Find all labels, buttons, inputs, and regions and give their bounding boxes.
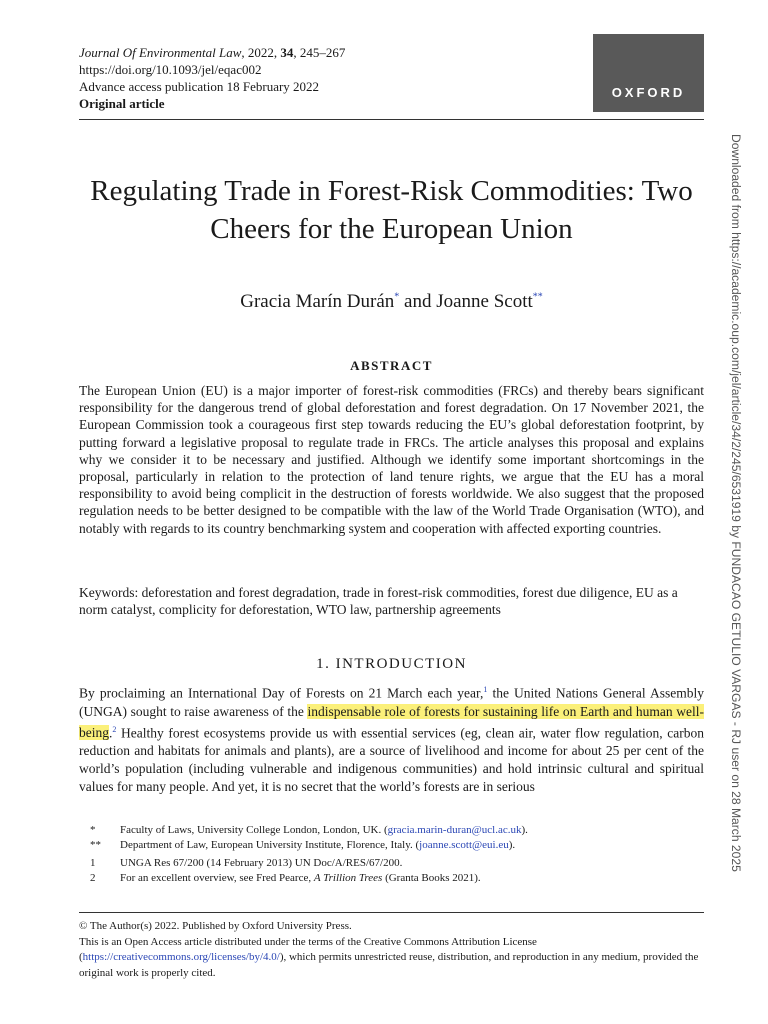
text-run: By proclaiming an International Day of Forests on 21 March each year,: [79, 685, 484, 701]
footnote: [79, 871, 704, 886]
book-title: A Trillion Trees: [313, 871, 383, 884]
author-name: Joanne Scott: [436, 291, 533, 312]
footnote-mark: 1: [90, 857, 96, 869]
text-run: .: [109, 725, 113, 740]
footnote-mark: *: [90, 824, 96, 836]
author-footnote-mark[interactable]: **: [532, 291, 543, 303]
text-run: For an excellent overview, see Fred Pearce,: [120, 871, 314, 884]
footnote-text: UNGA Res 67/200 (14 February 2013) UN Doc/A/RES/67/200.: [120, 857, 403, 869]
journal-volume: 34: [280, 45, 294, 60]
author-separator: and: [399, 291, 437, 312]
highlighted-text: indispensable role of forests for sustaining life on Earth and human well-being: [79, 703, 705, 740]
article-title: Regulating Trade in Forest-Risk Commodities: Two Cheers for the European Union: [90, 175, 693, 245]
journal-info: [79, 44, 345, 112]
abstract-heading: ABSTRACT: [350, 358, 433, 373]
text-run: Healthy forest ecosystems provide us with essential services (eg, clean air, water flow regulation, carbon reduction and habitats for animals and plants), are a source of livelihood and income for about 25 per cent of the world’s population (including vulnerable and indigenous communities) and hold intrinsic cultural and spiritual values for many people. And yet, it is no secret that the world’s forests are in serious: [79, 725, 704, 794]
author-name: Gracia Marín Durán: [240, 291, 395, 312]
logo-text: OXFORD: [611, 85, 686, 100]
introduction-paragraph: [79, 681, 704, 796]
footnote-text: [120, 823, 704, 838]
license-link[interactable]: https://creativecommons.org/licenses/by/4.0/: [82, 951, 280, 963]
footnotes: [79, 823, 704, 885]
journal-year: , 2022,: [241, 45, 281, 60]
text-run: (Granta Books 2021).: [382, 871, 481, 884]
header-divider: [79, 119, 704, 120]
text-run: ).: [508, 838, 516, 851]
author-footnote-mark[interactable]: *: [394, 291, 400, 303]
advance-access: Advance access publication 18 February 2022: [79, 79, 320, 94]
article-type: Original article: [79, 96, 165, 111]
license-text: [79, 935, 704, 982]
text-run: the United Nations General Assembly (UNGA) sought to raise awareness of the: [79, 685, 704, 719]
section-heading-introduction: 1. INTRODUCTION: [316, 656, 467, 672]
footnote-mark: **: [90, 838, 101, 851]
license-notice: [79, 919, 704, 981]
keywords: Keywords: deforestation and forest degradation, trade in forest-risk commodities, forest due diligence, EU as a norm catalyst, complicity for deforestation, WTO law, partnership agreements: [79, 585, 678, 618]
footnote-text: [120, 871, 704, 886]
text-run: ).: [521, 824, 528, 836]
email-link[interactable]: gracia.marin-duran@ucl.ac.uk: [387, 824, 522, 836]
citation-line: [79, 44, 345, 61]
footnote-mark: 2: [90, 871, 96, 884]
footnote-ref-1[interactable]: 1: [483, 685, 488, 694]
footnote: [79, 856, 704, 871]
text-run: Faculty of Laws, University College London, London, UK. (: [120, 824, 388, 836]
oxford-logo[interactable]: [593, 34, 704, 112]
footnote-ref-2[interactable]: 2: [112, 724, 117, 734]
download-note: Downloaded from https://academic.oup.com/jel/article/34/2/245/6531919 by FUNDACAO GETULIO VARGAS - RJ user on 28 March 2025: [729, 134, 743, 872]
journal-header: [79, 44, 704, 114]
copyright-line: © The Author(s) 2022. Published by Oxford University Press.: [79, 920, 352, 932]
download-watermark: [727, 134, 743, 886]
abstract-text: The European Union (EU) is a major importer of forest-risk commodities (FRCs) and thereby bears significant responsibility for the dangerous trend of global deforestation and forest degradation. On 17 November 2021, the European Commission took a courageous first step towards reducing the EU’s global deforestation footprint, by putting forward a legislative proposal to regulate trade in FRCs. The article analyses this proposal and explains why we consider it to be necessary and justified. Although we identify some important shortcomings in the proposal, particularly in relation to the protection of land tenure rights, we argue that the EU has a moral responsibility to avoid being complicit in the destruction of forests worldwide. We also suggest that the proposed regulation needs to be better designed to be compatible with the law of the World Trade Organisation (WTO), and notably with regards to its country benchmarking system and cooperation with affected exporting countries.: [79, 383, 704, 536]
journal-pages: , 245–267: [293, 45, 346, 60]
footnote-text: [120, 838, 704, 853]
footnote: [79, 823, 704, 838]
author-line: [79, 290, 704, 314]
text-run: ), which permits unrestricted reuse, distribution, and reproduction in any medium, provided the original work is properly cited.: [79, 951, 699, 979]
text-run: This is an Open Access article distributed under the terms of the Creative Commons Attribution License (: [79, 935, 537, 963]
article-page: [79, 0, 704, 1024]
footer-divider: [79, 912, 704, 913]
doi-link[interactable]: https://doi.org/10.1093/jel/eqac002: [79, 62, 262, 77]
journal-name: Journal Of Environmental Law: [79, 45, 242, 60]
email-link[interactable]: joanne.scott@eui.eu: [419, 838, 509, 851]
text-run: Department of Law, European University Institute, Florence, Italy. (: [120, 838, 420, 851]
footnote: [79, 838, 704, 853]
